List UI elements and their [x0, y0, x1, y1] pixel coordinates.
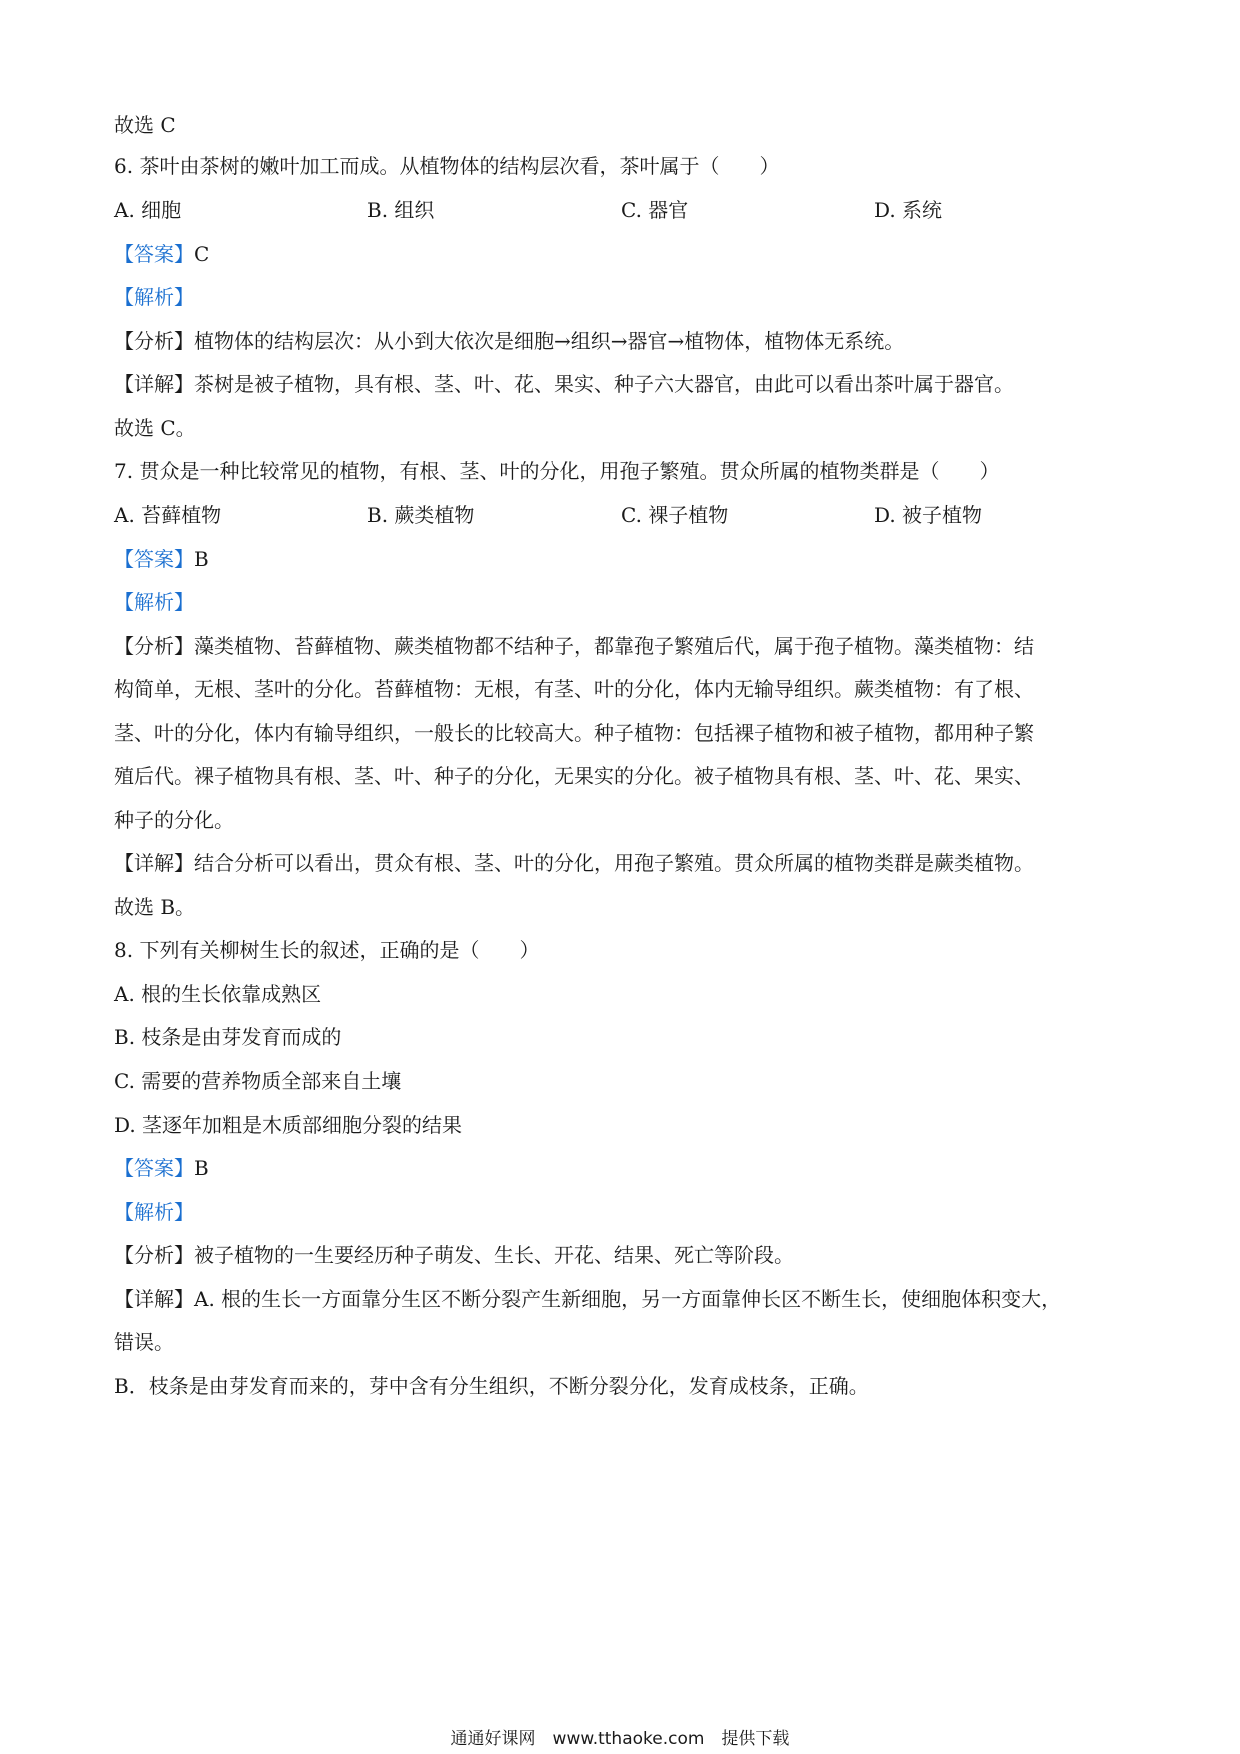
xiangjie-tag: 【详解】	[114, 1287, 194, 1311]
answer-line	[114, 240, 1130, 268]
option-b: B. 组织	[367, 198, 435, 222]
xiangjie-line	[114, 849, 1130, 877]
question-7-stem: 7. 贯众是一种比较常见的植物，有根、茎、叶的分化，用孢子繁殖。贯众所属的植物类群是（ ）	[114, 459, 1000, 483]
text-line: 殖后代。裸子植物具有根、茎、叶、种子的分化，无果实的分化。被子植物具有根、茎、叶、花、果实、	[114, 764, 1034, 788]
analysis-tag-line	[114, 283, 1130, 311]
option-b: B. 蕨类植物	[367, 503, 475, 527]
analysis-tag-line	[114, 1198, 1130, 1226]
answer-value: B	[194, 1156, 209, 1180]
answer-tag: 【答案】	[114, 242, 194, 266]
fenxi-line	[114, 632, 1130, 660]
page-footer: 通通好课网 www.tthaoke.com 提供下载	[450, 1729, 790, 1749]
answer-value: C	[194, 242, 210, 266]
text-line: 故选 B。	[114, 895, 196, 919]
text-line: B．枝条是由芽发育而来的，芽中含有分生组织，不断分裂分化，发育成枝条，正确。	[114, 1374, 869, 1398]
option-a: A. 根的生长依靠成熟区	[114, 982, 322, 1006]
text-line: 种子的分化。	[114, 808, 234, 832]
xiangjie-line	[114, 1285, 1130, 1313]
xiangjie-tag: 【详解】	[114, 851, 194, 875]
fenxi-tag: 【分析】	[114, 634, 194, 658]
text-line: 茎、叶的分化，体内有输导组织，一般长的比较高大。种子植物：包括裸子植物和被子植物，都用种子繁	[114, 721, 1034, 745]
xiangjie-text: 茶树是被子植物，具有根、茎、叶、花、果实、种子六大器官，由此可以看出茶叶属于器官。	[194, 372, 1014, 396]
fenxi-tag: 【分析】	[114, 1243, 194, 1267]
xiangjie-text: A. 根的生长一方面靠分生区不断分裂产生新细胞，另一方面靠伸长区不断生长，使细胞体积变大，	[194, 1287, 1062, 1311]
fenxi-tag: 【分析】	[114, 329, 194, 353]
option-c: C. 裸子植物	[621, 503, 729, 527]
text-line: 构简单，无根、茎叶的分化。苔藓植物：无根，有茎、叶的分化，体内无输导组织。蕨类植物：有了根、	[114, 677, 1034, 701]
text-line: 故选 C	[114, 113, 176, 137]
xiangjie-tag: 【详解】	[114, 372, 194, 396]
answer-line	[114, 1154, 1130, 1182]
fenxi-text: 植物体的结构层次：从小到大依次是细胞→组织→器官→植物体，植物体无系统。	[194, 329, 905, 353]
text-line: 错误。	[114, 1330, 174, 1354]
answer-line	[114, 545, 1130, 573]
fenxi-line	[114, 327, 1130, 355]
analysis-tag: 【解析】	[114, 1200, 194, 1224]
option-d: D. 系统	[874, 198, 943, 222]
answer-tag: 【答案】	[114, 1156, 194, 1180]
analysis-tag: 【解析】	[114, 590, 194, 614]
option-d: D. 被子植物	[874, 503, 983, 527]
question-6-stem: 6. 茶叶由茶树的嫩叶加工而成。从植物体的结构层次看，茶叶属于（ ）	[114, 154, 780, 178]
fenxi-text: 藻类植物、苔藓植物、蕨类植物都不结种子，都靠孢子繁殖后代，属于孢子植物。藻类植物：结	[194, 634, 1034, 658]
answer-value: B	[194, 547, 209, 571]
analysis-tag: 【解析】	[114, 285, 194, 309]
option-a: A. 细胞	[114, 198, 182, 222]
fenxi-text: 被子植物的一生要经历种子萌发、生长、开花、结果、死亡等阶段。	[194, 1243, 794, 1267]
option-a: A. 苔藓植物	[114, 503, 222, 527]
option-d: D. 茎逐年加粗是木质部细胞分裂的结果	[114, 1113, 463, 1137]
answer-tag: 【答案】	[114, 547, 194, 571]
option-b: B. 枝条是由芽发育而成的	[114, 1025, 342, 1049]
question-8-stem: 8. 下列有关柳树生长的叙述，正确的是（ ）	[114, 938, 540, 962]
text-line: 故选 C。	[114, 416, 196, 440]
fenxi-line	[114, 1241, 1130, 1269]
xiangjie-line	[114, 370, 1130, 398]
option-c: C. 需要的营养物质全部来自土壤	[114, 1069, 402, 1093]
analysis-tag-line	[114, 588, 1130, 616]
option-c: C. 器官	[621, 198, 689, 222]
xiangjie-text: 结合分析可以看出，贯众有根、茎、叶的分化，用孢子繁殖。贯众所属的植物类群是蕨类植物。	[194, 851, 1034, 875]
